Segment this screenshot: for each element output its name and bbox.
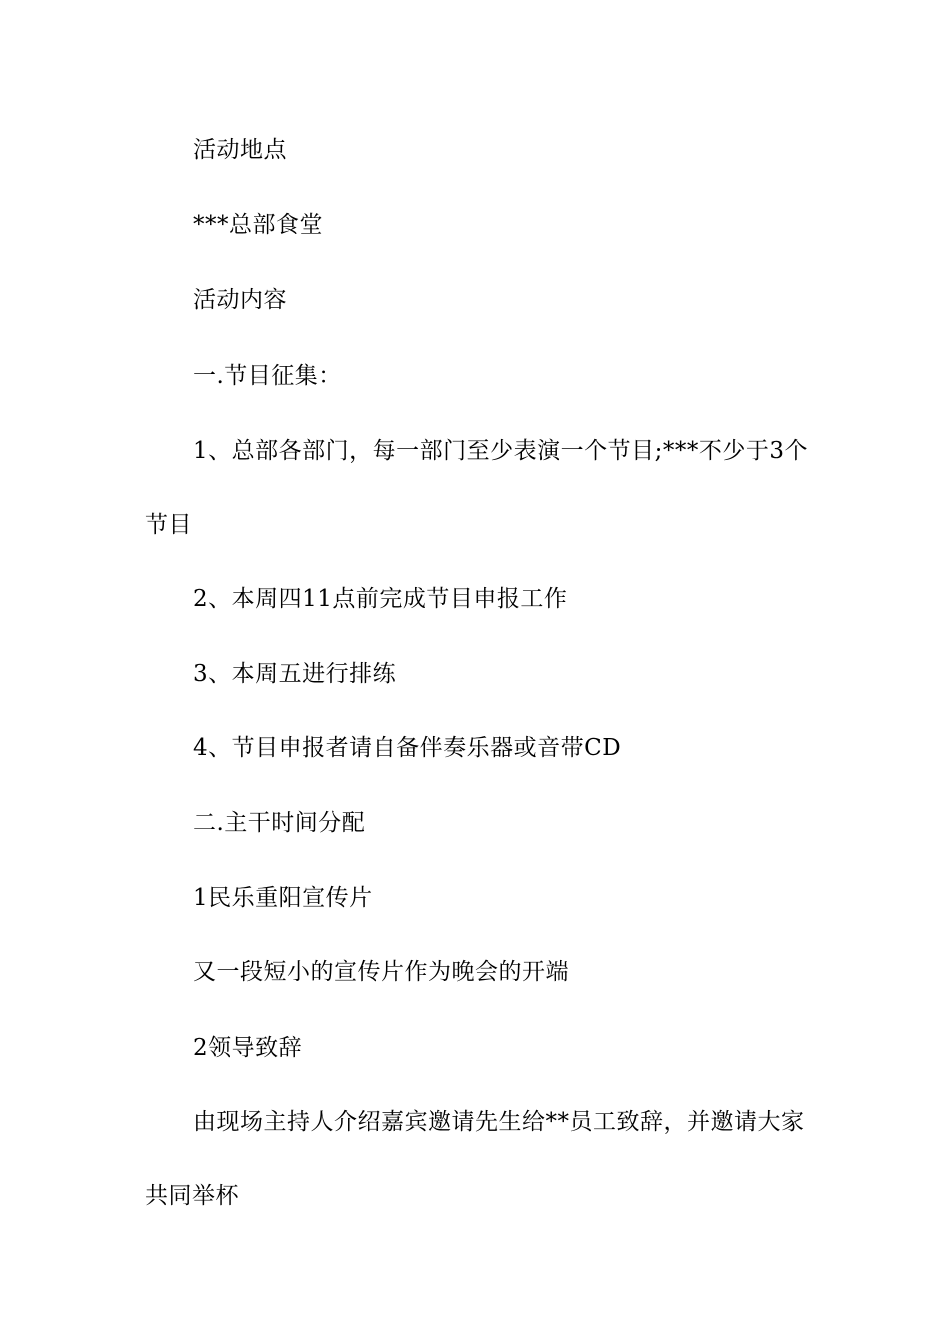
paragraph-item-4: 4、节目申报者请自备伴奏乐器或音带CD [193, 735, 622, 761]
paragraph-section-one-heading: 一.节目征集： [193, 363, 342, 389]
paragraph-item-2: 2、本周四11点前完成节目申报工作 [193, 586, 568, 612]
paragraph-item-1: 1、总部各部门，每一部门至少表演一个节目;***不少于3个节目 [145, 438, 809, 538]
paragraph-program-1-title: 1民乐重阳宣传片 [193, 885, 373, 911]
paragraph-program-2-title: 2领导致辞 [193, 1035, 303, 1061]
paragraph-item-3: 3、本周五进行排练 [193, 661, 397, 687]
paragraph-activity-location: ***总部食堂 [193, 212, 323, 238]
paragraph-program-2-description: 由现场主持人介绍嘉宾邀请先生给**员工致辞，并邀请大家共同举杯 [145, 1109, 805, 1209]
paragraph-section-two-heading: 二.主干时间分配 [193, 810, 366, 836]
paragraph-activity-location-heading: 活动地点 [193, 137, 287, 163]
paragraph-activity-content-heading: 活动内容 [193, 287, 287, 313]
paragraph-program-1-description: 又一段短小的宣传片作为晚会的开端 [193, 959, 569, 985]
